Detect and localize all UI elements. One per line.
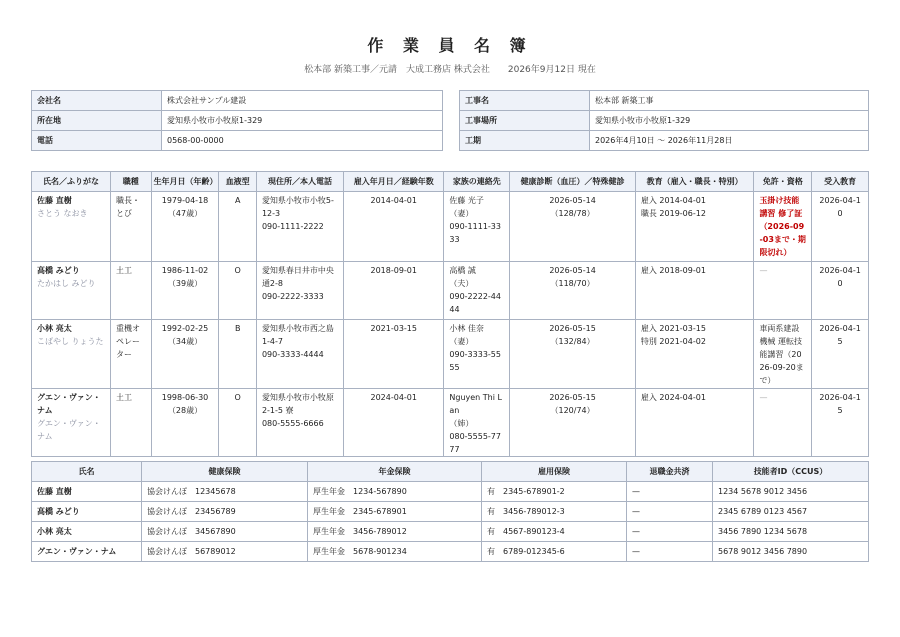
column-header: 退職金共済 bbox=[627, 462, 713, 482]
column-header: 現住所／本人電話 bbox=[256, 172, 343, 192]
document-subtitle: 松本部 新築工事／元請 大成工務店 株式会社 2026年9月12日 現在 bbox=[304, 65, 596, 75]
insurance-row bbox=[32, 482, 869, 502]
pension-insurance: 厚生年金 1234-567890 bbox=[308, 482, 482, 502]
ccus-id: 2345 6789 0123 4567 bbox=[713, 502, 869, 522]
health-insurance: 協会けんぽ 34567890 bbox=[142, 522, 308, 542]
company-value: 株式会社サンプル建設 bbox=[162, 91, 443, 111]
worker-name: 高橋 みどり bbox=[37, 266, 80, 275]
family-name: 佐藤 光子 bbox=[449, 196, 484, 205]
worker-job: 土工 bbox=[111, 262, 152, 320]
pension-insurance: 厚生年金 2345-678901 bbox=[308, 502, 482, 522]
pension-insurance: 厚生年金 5678-901234 bbox=[308, 542, 482, 562]
company-value: 0568-00-0000 bbox=[162, 131, 443, 151]
health-check-date: 2026-05-15 bbox=[549, 324, 596, 333]
worker-row bbox=[32, 320, 869, 389]
worker-intake-date: 2026-04-15 bbox=[812, 320, 869, 389]
worker-roster-table bbox=[31, 171, 869, 457]
column-header: 血液型 bbox=[219, 172, 256, 192]
insurance-row bbox=[32, 502, 869, 522]
worker-kana: さとう なおき bbox=[37, 209, 88, 218]
family-phone: 090-1111-3333 bbox=[449, 222, 501, 244]
health-insurance: 協会けんぽ 12345678 bbox=[142, 482, 308, 502]
company-info-table bbox=[31, 90, 443, 151]
insurance-table bbox=[31, 461, 869, 562]
insured-name: 佐藤 直樹 bbox=[32, 482, 142, 502]
employment-insurance: 有 2345-678901-2 bbox=[482, 482, 627, 502]
ccus-id: 5678 9012 3456 7890 bbox=[713, 542, 869, 562]
education-extra: 職長 2019-06-12 bbox=[640, 209, 706, 218]
health-insurance: 協会けんぽ 23456789 bbox=[142, 502, 308, 522]
worker-hire-date: 2024-04-01 bbox=[344, 389, 444, 457]
worker-row bbox=[32, 192, 869, 262]
worker-education-cell bbox=[635, 320, 754, 389]
project-info-table bbox=[459, 90, 869, 151]
column-header: 受入教育 bbox=[812, 172, 869, 192]
worker-license: 玉掛け技能講習 修了証（2026-09-03まで・期限切れ） bbox=[754, 192, 812, 262]
worker-license: 車両系建設機械 運転技能講習（2026-09-20まで） bbox=[754, 320, 812, 389]
column-header: 免許・資格 bbox=[754, 172, 812, 192]
worker-kana: グエン・ヴァン・ナム bbox=[37, 419, 101, 441]
project-value: 松本部 新築工事 bbox=[590, 91, 869, 111]
employment-insurance: 有 3456-789012-3 bbox=[482, 502, 627, 522]
worker-age: （39歳） bbox=[167, 279, 203, 288]
worker-blood-type: O bbox=[219, 262, 256, 320]
worker-name-cell bbox=[32, 389, 111, 457]
worker-address: 愛知県春日井市中央通2-8 bbox=[261, 266, 334, 288]
worker-job: 職長・とび bbox=[111, 192, 152, 262]
worker-kana: こばやし りょうた bbox=[37, 337, 104, 346]
worker-health-cell bbox=[510, 389, 636, 457]
worker-birthdate: 1998-06-30 bbox=[161, 393, 209, 402]
family-phone: 080-5555-7777 bbox=[449, 432, 501, 454]
education-extra: 特別 2021-04-02 bbox=[640, 337, 706, 346]
project-row bbox=[460, 131, 869, 151]
column-header: 氏名／ふりがな bbox=[32, 172, 111, 192]
worker-family-cell bbox=[444, 262, 510, 320]
worker-hire-date: 2021-03-15 bbox=[344, 320, 444, 389]
project-row bbox=[460, 91, 869, 111]
document-title: 作 業 員 名 簿 bbox=[367, 36, 533, 55]
retirement-mutual-aid: — bbox=[627, 522, 713, 542]
insurance-row bbox=[32, 542, 869, 562]
company-row bbox=[32, 131, 443, 151]
column-header: 健康保険 bbox=[142, 462, 308, 482]
retirement-mutual-aid: — bbox=[627, 542, 713, 562]
worker-row bbox=[32, 389, 869, 457]
worker-blood-type: O bbox=[219, 389, 256, 457]
worker-address: 愛知県小牧市小牧5-12-3 bbox=[261, 196, 334, 218]
insured-name: 高橋 みどり bbox=[32, 502, 142, 522]
retirement-mutual-aid: — bbox=[627, 482, 713, 502]
health-check-date: 2026-05-14 bbox=[549, 196, 596, 205]
worker-birth-cell bbox=[151, 320, 219, 389]
worker-education-cell bbox=[635, 192, 754, 262]
retirement-mutual-aid: — bbox=[627, 502, 713, 522]
project-value: 愛知県小牧市小牧原1-329 bbox=[590, 111, 869, 131]
health-check-date: 2026-05-15 bbox=[549, 393, 596, 402]
family-relation: （姉） bbox=[449, 419, 474, 428]
worker-name-cell bbox=[32, 320, 111, 389]
health-check-date: 2026-05-14 bbox=[549, 266, 596, 275]
worker-intake-date: 2026-04-15 bbox=[812, 389, 869, 457]
worker-family-cell bbox=[444, 389, 510, 457]
worker-address-cell bbox=[256, 389, 343, 457]
column-header: 健康診断（血圧）／特殊健診 bbox=[510, 172, 636, 192]
project-label: 工期 bbox=[460, 131, 590, 151]
family-name: 高橋 誠 bbox=[449, 266, 476, 275]
column-header: 教育（雇入・職長・特別） bbox=[635, 172, 754, 192]
family-relation: （妻） bbox=[449, 337, 474, 346]
company-label: 電話 bbox=[32, 131, 162, 151]
family-phone: 090-2222-4444 bbox=[449, 292, 501, 314]
employment-insurance: 有 4567-890123-4 bbox=[482, 522, 627, 542]
worker-row bbox=[32, 262, 869, 320]
project-label: 工事場所 bbox=[460, 111, 590, 131]
worker-age: （47歳） bbox=[167, 209, 203, 218]
worker-name-cell bbox=[32, 262, 111, 320]
blood-pressure: （132/84） bbox=[550, 337, 595, 346]
company-label: 所在地 bbox=[32, 111, 162, 131]
worker-phone: 080-5555-6666 bbox=[261, 419, 324, 428]
worker-name: 佐藤 直樹 bbox=[37, 196, 72, 205]
worker-job: 重機オペレーター bbox=[111, 320, 152, 389]
blood-pressure: （118/70） bbox=[550, 279, 595, 288]
column-header: 職種 bbox=[111, 172, 152, 192]
worker-name: グエン・ヴァン・ナム bbox=[37, 393, 101, 415]
column-header: 雇用保険 bbox=[482, 462, 627, 482]
company-row bbox=[32, 111, 443, 131]
worker-family-cell bbox=[444, 192, 510, 262]
worker-license: — bbox=[754, 262, 812, 320]
worker-job: 土工 bbox=[111, 389, 152, 457]
worker-health-cell bbox=[510, 320, 636, 389]
worker-hire-date: 2018-09-01 bbox=[344, 262, 444, 320]
worker-phone: 090-2222-3333 bbox=[261, 292, 324, 301]
worker-address-cell bbox=[256, 192, 343, 262]
family-phone: 090-3333-5555 bbox=[449, 350, 501, 372]
worker-family-cell bbox=[444, 320, 510, 389]
worker-phone: 090-3333-4444 bbox=[261, 350, 324, 359]
education-hire: 雇入 2018-09-01 bbox=[640, 266, 706, 275]
worker-health-cell bbox=[510, 262, 636, 320]
education-hire: 雇入 2014-04-01 bbox=[640, 196, 706, 205]
pension-insurance: 厚生年金 3456-789012 bbox=[308, 522, 482, 542]
worker-kana: たかはし みどり bbox=[37, 279, 96, 288]
column-header: 雇入年月日／経験年数 bbox=[344, 172, 444, 192]
family-relation: （夫） bbox=[449, 279, 474, 288]
worker-birthdate: 1979-04-18 bbox=[161, 196, 209, 205]
worker-age: （34歳） bbox=[167, 337, 203, 346]
company-label: 会社名 bbox=[32, 91, 162, 111]
column-header: 年金保険 bbox=[308, 462, 482, 482]
ccus-id: 1234 5678 9012 3456 bbox=[713, 482, 869, 502]
worker-age: （28歳） bbox=[167, 406, 203, 415]
worker-phone: 090-1111-2222 bbox=[261, 222, 324, 231]
worker-birth-cell bbox=[151, 262, 219, 320]
worker-intake-date: 2026-04-10 bbox=[812, 262, 869, 320]
health-insurance: 協会けんぽ 56789012 bbox=[142, 542, 308, 562]
blood-pressure: （120/74） bbox=[550, 406, 595, 415]
column-header: 家族の連絡先 bbox=[444, 172, 510, 192]
blood-pressure: （128/78） bbox=[550, 209, 595, 218]
company-row bbox=[32, 91, 443, 111]
project-row bbox=[460, 111, 869, 131]
worker-name-cell bbox=[32, 192, 111, 262]
column-header: 技能者ID（CCUS） bbox=[713, 462, 869, 482]
family-name: 小林 佳奈 bbox=[449, 324, 484, 333]
worker-address-cell bbox=[256, 262, 343, 320]
worker-address: 愛知県小牧市西之島1-4-7 bbox=[261, 324, 334, 346]
ccus-id: 3456 7890 1234 5678 bbox=[713, 522, 869, 542]
project-value: 2026年4月10日 〜 2026年11月28日 bbox=[590, 131, 869, 151]
worker-address-cell bbox=[256, 320, 343, 389]
worker-health-cell bbox=[510, 192, 636, 262]
education-hire: 雇入 2024-04-01 bbox=[640, 393, 706, 402]
worker-birthdate: 1986-11-02 bbox=[161, 266, 209, 275]
worker-education-cell bbox=[635, 389, 754, 457]
company-value: 愛知県小牧市小牧原1-329 bbox=[162, 111, 443, 131]
worker-education-cell bbox=[635, 262, 754, 320]
worker-birth-cell bbox=[151, 389, 219, 457]
insured-name: 小林 亮太 bbox=[32, 522, 142, 542]
insured-name: グエン・ヴァン・ナム bbox=[32, 542, 142, 562]
employment-insurance: 有 6789-012345-6 bbox=[482, 542, 627, 562]
worker-intake-date: 2026-04-10 bbox=[812, 192, 869, 262]
column-header: 生年月日（年齢） bbox=[151, 172, 219, 192]
project-label: 工事名 bbox=[460, 91, 590, 111]
worker-name: 小林 亮太 bbox=[37, 324, 72, 333]
worker-blood-type: A bbox=[219, 192, 256, 262]
worker-address: 愛知県小牧市小牧原2-1-5 寮 bbox=[261, 393, 334, 415]
worker-license: — bbox=[754, 389, 812, 457]
insurance-row bbox=[32, 522, 869, 542]
family-relation: （妻） bbox=[449, 209, 474, 218]
column-header: 氏名 bbox=[32, 462, 142, 482]
worker-birth-cell bbox=[151, 192, 219, 262]
worker-blood-type: B bbox=[219, 320, 256, 389]
education-hire: 雇入 2021-03-15 bbox=[640, 324, 706, 333]
worker-hire-date: 2014-04-01 bbox=[344, 192, 444, 262]
worker-birthdate: 1992-02-25 bbox=[161, 324, 209, 333]
family-name: Nguyen Thi Lan bbox=[449, 393, 502, 415]
